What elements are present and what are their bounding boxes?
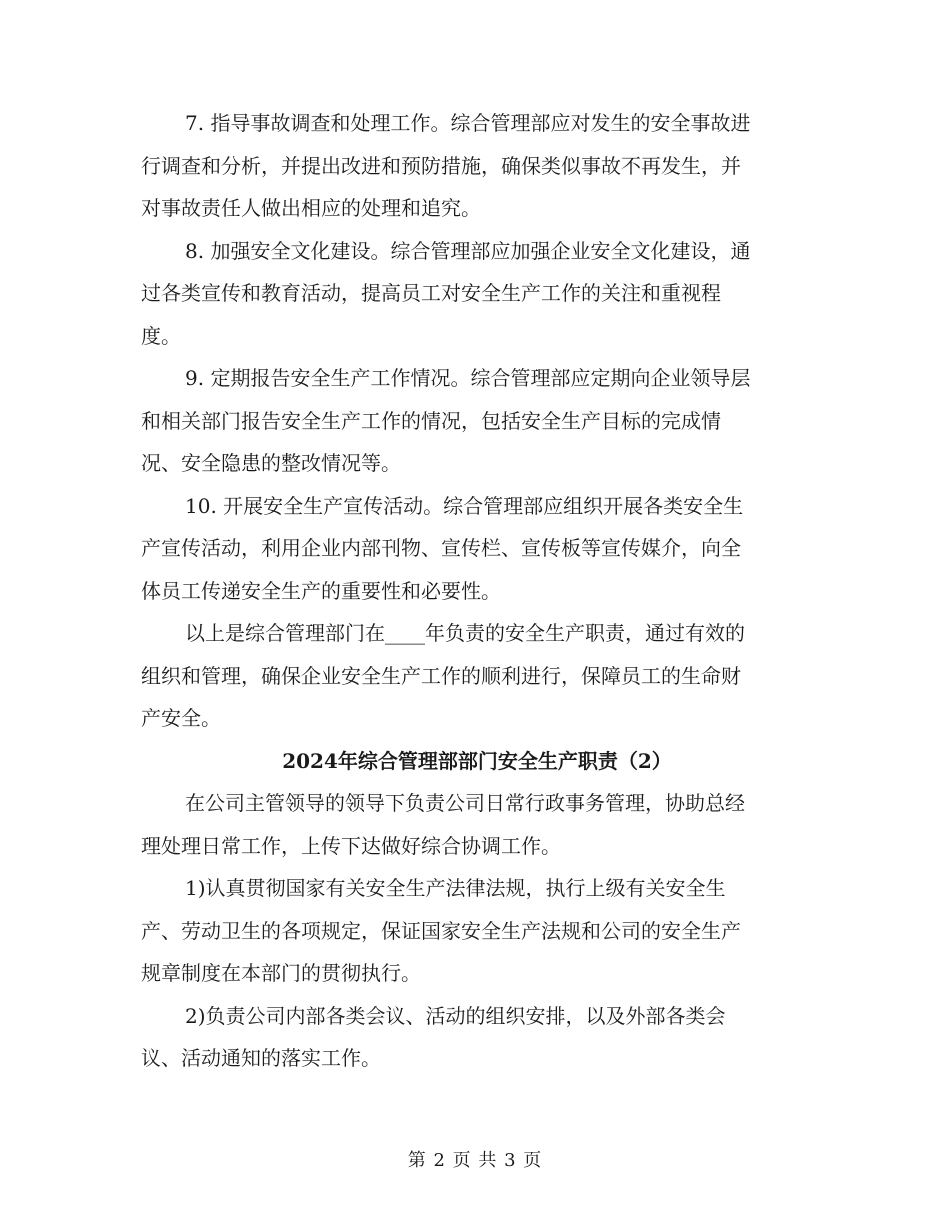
text-line: 规章制度在本部门的贯彻执行。: [141, 961, 421, 985]
text-line: 在公司主管领导的领导下负责公司日常行政事务管理，协助总经: [185, 791, 745, 815]
text-line: 2)负责公司内部各类会议、活动的组织安排，以及外部各类会: [185, 1003, 726, 1028]
paragraph-item-9: [141, 357, 813, 485]
text-line: 理处理日常工作，上传下达做好综合协调工作。: [141, 833, 561, 858]
text-line: 产安全。: [141, 706, 221, 730]
paragraph-duty-1: [141, 867, 813, 995]
text-line: 7. 指导事故调查和处理工作。综合管理部应对发生的安全事故进: [185, 111, 751, 135]
paragraph-summary: [141, 612, 813, 740]
text-line: 1)认真贯彻国家有关安全生产法律法规，执行上级有关安全生: [185, 876, 726, 900]
paragraph-item-7: [141, 102, 813, 230]
paragraph-item-10: [141, 485, 813, 613]
text-line: 产宣传活动，利用企业内部刊物、宣传栏、宣传板等宣传媒介，向全: [141, 536, 741, 560]
text-line: 10. 开展安全生产宣传活动。综合管理部应组织开展各类安全生: [185, 493, 744, 518]
text-line: 以上是综合管理部门在____年负责的安全生产职责，通过有效的: [185, 621, 745, 645]
text-line: 和相关部门报告安全生产工作的情况，包括安全生产目标的完成情: [141, 408, 721, 433]
text-line: 对事故责任人做出相应的处理和追究。: [141, 196, 481, 220]
paragraph-duty-2: [141, 995, 813, 1080]
document-body: [141, 102, 813, 1080]
paragraph-item-8: [141, 230, 813, 358]
text-line: 行调查和分析，并提出改进和预防措施，确保类似事故不再发生，并: [141, 153, 741, 178]
text-line: 8. 加强安全文化建设。综合管理部应加强企业安全文化建设，通: [185, 238, 751, 263]
text-line: 过各类宣传和教育活动，提高员工对安全生产工作的关注和重视程: [141, 281, 721, 305]
text-line: 况、安全隐患的整改情况等。: [141, 451, 401, 475]
text-line: 组织和管理，确保企业安全生产工作的顺利进行，保障员工的生命财: [141, 663, 741, 688]
text-line: 议、活动通知的落实工作。: [141, 1046, 381, 1070]
text-line: 产、劳动卫生的各项规定，保证国家安全生产法规和公司的安全生产: [141, 918, 741, 943]
text-line: 9. 定期报告安全生产工作情况。综合管理部应定期向企业领导层: [185, 366, 751, 390]
paragraph-intro: [141, 782, 813, 867]
section-heading: 2024年综合管理部部门安全生产职责（2）: [282, 748, 672, 773]
page-footer: 第 2 页 共 3 页: [407, 1150, 543, 1171]
text-line: 度。: [141, 323, 181, 348]
text-line: 体员工传递安全生产的重要性和必要性。: [141, 578, 501, 603]
